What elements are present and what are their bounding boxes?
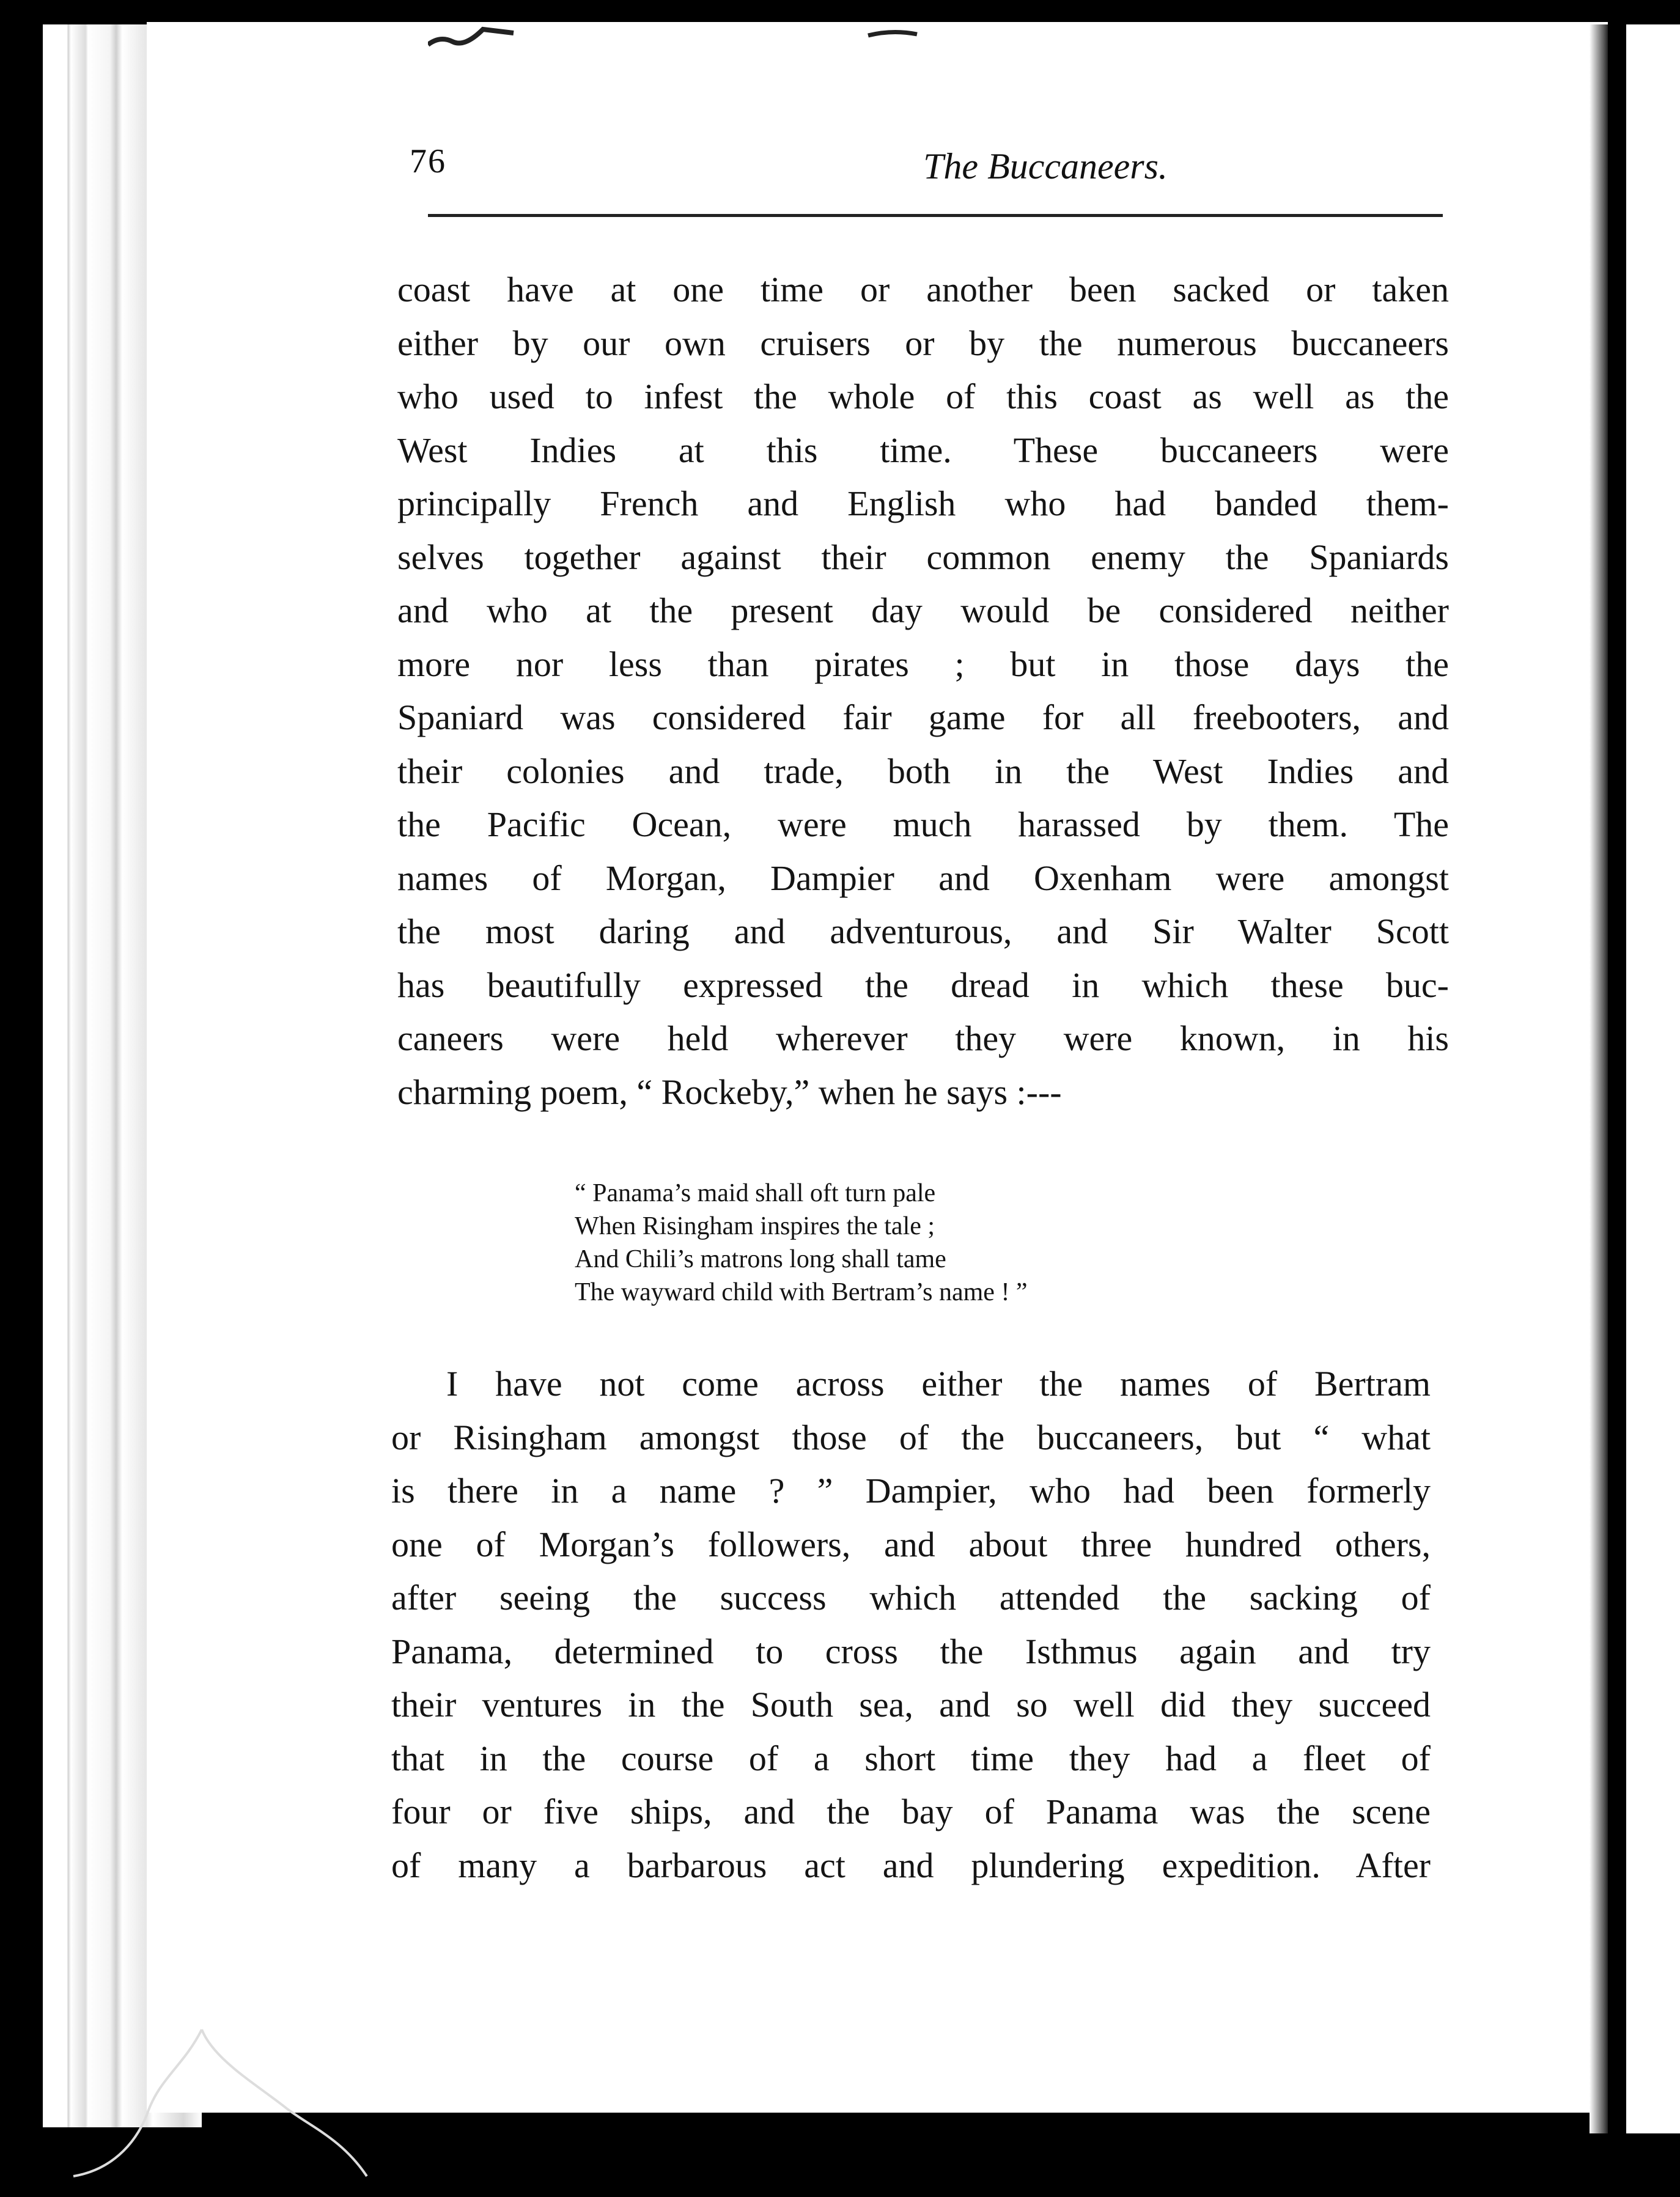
text-line: has beautifully expressed the dread in which these buc- <box>397 965 1449 1005</box>
text-line: names of Morgan, Dampier and Oxenham were amongst <box>397 858 1449 898</box>
gutter-shadow <box>1590 24 1608 2133</box>
verse-line: When Risingham inspires the tale ; <box>575 1212 935 1240</box>
text-line: the most daring and adventurous, and Sir Walter Scott <box>397 911 1449 951</box>
page-number: 76 <box>410 142 446 180</box>
ink-mark <box>428 11 1100 60</box>
text-line: either by our own cruisers or by the numerous buccaneers <box>397 323 1449 363</box>
text-line: caneers were held wherever they were known, in his <box>397 1018 1449 1058</box>
paragraph-1 <box>397 263 1449 1119</box>
text-line: charming poem, “ Rockeby,” when he says :--- <box>397 1072 1062 1112</box>
facing-page-edge <box>1626 24 1680 2133</box>
text-line: more nor less than pirates ; but in those days the <box>397 644 1449 684</box>
verse-line: “ Panama’s maid shall oft turn pale <box>575 1179 936 1207</box>
text-line: selves together against their common enemy the Spaniards <box>397 537 1449 577</box>
text-line: coast have at one time or another been sacked or taken <box>397 270 1449 309</box>
text-line: Panama, determined to cross the Isthmus again and try <box>391 1631 1431 1671</box>
text-line: after seeing the success which attended the sacking of <box>391 1578 1431 1617</box>
text-line: West Indies at this time. These buccaneers were <box>397 430 1449 470</box>
text-line: Spaniard was considered fair game for all freebooters, and <box>397 697 1449 737</box>
text-line: is there in a name ? ” Dampier, who had been formerly <box>391 1471 1431 1511</box>
text-line: principally French and English who had banded them- <box>397 484 1449 523</box>
text-line: the Pacific Ocean, were much harassed by them. The <box>397 804 1449 844</box>
text-line: that in the course of a short time they had a fleet of <box>391 1738 1431 1778</box>
text-line: four or five ships, and the bay of Panama was the scene <box>391 1792 1431 1831</box>
text-line: their colonies and trade, both in the West Indies and <box>397 751 1449 791</box>
header-rule <box>428 214 1443 217</box>
text-line: their ventures in the South sea, and so well did they succeed <box>391 1685 1431 1724</box>
text-line: or Risingham amongst those of the buccaneers, but “ what <box>391 1417 1431 1457</box>
verse-line: And Chili’s matrons long shall tame <box>575 1245 946 1273</box>
verse-quotation <box>575 1177 1247 1309</box>
text-line: of many a barbarous act and plundering expedition. After <box>391 1845 1431 1885</box>
text-line: I have not come across either the names of Bertram <box>446 1364 1431 1404</box>
verse-line: The wayward child with Bertram’s name ! ” <box>575 1278 1028 1306</box>
thread-mark <box>0 1993 428 2197</box>
running-title: The Buccaneers. <box>923 146 1168 186</box>
text-line: and who at the present day would be considered neither <box>397 591 1449 630</box>
text-line: who used to infest the whole of this coast as well as the <box>397 377 1449 416</box>
text-line: one of Morgan’s followers, and about three hundred others, <box>391 1524 1431 1564</box>
running-head <box>410 142 1443 191</box>
paragraph-2 <box>391 1357 1431 1892</box>
